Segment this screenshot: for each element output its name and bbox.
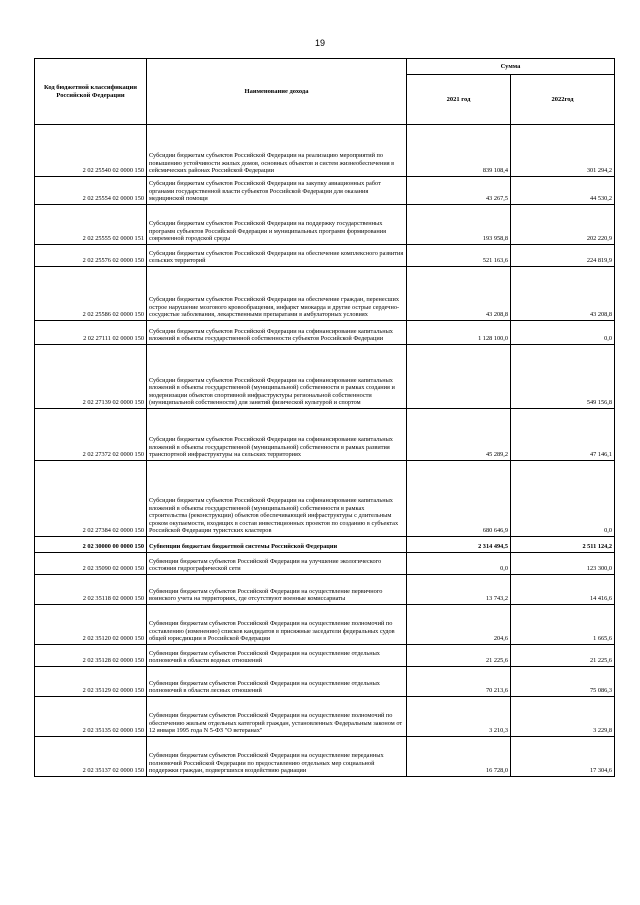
revenue-table [34,58,615,777]
row-name: Субвенции бюджетам субъектов Российской Федерации на осуществление переданных полномочий Российской Федерации по предоставлению отдельных мер социальной поддержки граждан, подвергшихся воздействию радиации [147,737,407,777]
table-row [35,177,615,205]
row-name: Субсидии бюджетам субъектов Российской Федерации на обеспечение граждан, перенесших острое нарушение мозгового кровообращения, инфаркт миокарда и другие острые сердечно-сосудистые заболевания, лекарственными препаратами в амбулаторных условиях [147,267,407,321]
row-value-2021: 43 267,5 [407,177,511,205]
row-code: 2 02 25555 02 0000 151 [35,205,147,245]
row-code: 2 02 27111 02 0000 150 [35,321,147,345]
header-sum: Сумма [407,59,615,75]
row-value-2021: 43 208,8 [407,267,511,321]
row-code: 2 02 35120 02 0000 150 [35,605,147,645]
row-value-2021: 16 728,0 [407,737,511,777]
row-value-2021: 21 225,6 [407,645,511,667]
row-code: 2 02 35118 02 0000 150 [35,575,147,605]
row-value-2022: 549 156,8 [511,345,615,409]
row-name: Субвенции бюджетам субъектов Российской Федерации на осуществление первичного воинского учета на территориях, где отсутствуют военные комиссариаты [147,575,407,605]
row-value-2021: 839 108,4 [407,125,511,177]
header-year-2022: 2022год [511,75,615,125]
row-name: Субвенции бюджетам бюджетной системы Российской Федерации [147,537,407,553]
row-name: Субвенции бюджетам субъектов Российской Федерации на осуществление отдельных полномочий в области водных отношений [147,645,407,667]
row-code: 2 02 30000 00 0000 150 [35,537,147,553]
row-code: 2 02 35090 02 0000 150 [35,553,147,575]
header-code: Код бюджетной классификации Российской Федерации [35,59,147,125]
row-code: 2 02 25586 02 0000 150 [35,267,147,321]
row-value-2022: 75 086,3 [511,667,615,697]
row-value-2022: 21 225,6 [511,645,615,667]
row-value-2022: 301 294,2 [511,125,615,177]
header-name: Наименование дохода [147,59,407,125]
page-number: 19 [314,38,325,48]
row-value-2021: 193 958,8 [407,205,511,245]
row-value-2021 [407,345,511,409]
table-row [35,125,615,177]
row-code: 2 02 35135 02 0000 150 [35,697,147,737]
row-name: Субсидии бюджетам субъектов Российской Федерации на софинансирование капитальных вложений в объекты государственной (муниципальной) собственности в рамках строительства (реконструкции) объектов обеспечивающей инфраструктуры с длительным сроком окупаемости, входящих в состав инвестиционных проектов по созданию в субъектах Российской Федерации туристских кластеров [147,461,407,537]
row-code: 2 02 35128 02 0000 150 [35,645,147,667]
row-value-2022: 0,0 [511,321,615,345]
row-name: Субсидии бюджетам субъектов Российской Федерации на обеспечение комплексного развития сельских территорий [147,245,407,267]
row-value-2021: 3 210,3 [407,697,511,737]
table-row [35,737,615,777]
table-row [35,461,615,537]
row-name: Субсидии бюджетам субъектов Российской Федерации на поддержку государственных программ субъектов Российской Федерации и муниципальных программ формирования современной городской среды [147,205,407,245]
row-code: 2 02 27139 02 0000 150 [35,345,147,409]
table-row [35,245,615,267]
row-value-2021: 2 314 494,5 [407,537,511,553]
row-name: Субсидии бюджетам субъектов Российской Федерации на софинансирование капитальных вложений в объекты государственной (муниципальной) собственности в рамках развития транспортной инфраструктуры на сельских территориях [147,409,407,461]
row-name: Субсидии бюджетам субъектов Российской Федерации на софинансирование капитальных вложений в объекты государственной (муниципальной) собственности в рамках создания и модернизации объектов спортивной инфраструктуры региональной собственности (муниципальной собственности) для занятий физической культурой и спортом [147,345,407,409]
row-code: 2 02 35137 02 0000 150 [35,737,147,777]
row-value-2022: 47 146,1 [511,409,615,461]
table-row [35,667,615,697]
row-code: 2 02 25540 02 0000 150 [35,125,147,177]
row-name: Субвенции бюджетам субъектов Российской Федерации на улучшение экологического состояния гидрографической сети [147,553,407,575]
row-name: Субвенции бюджетам субъектов Российской Федерации на осуществление отдельных полномочий в области лесных отношений [147,667,407,697]
row-value-2022: 3 229,8 [511,697,615,737]
table-row [35,345,615,409]
row-value-2022: 0,0 [511,461,615,537]
table-body [35,125,615,777]
row-value-2022: 43 208,8 [511,267,615,321]
row-code: 2 02 25576 02 0000 150 [35,245,147,267]
row-value-2022: 1 665,6 [511,605,615,645]
row-name: Субвенции бюджетам субъектов Российской Федерации на осуществление полномочий по обеспечению жильем отдельных категорий граждан, установленных Федеральным законом от 12 января 1995 года N 5-ФЗ "О ветеранах" [147,697,407,737]
table-row [35,645,615,667]
table-row [35,267,615,321]
table-row [35,205,615,245]
row-value-2021: 204,6 [407,605,511,645]
row-code: 2 02 25554 02 0000 150 [35,177,147,205]
row-value-2021: 45 289,2 [407,409,511,461]
table-row [35,537,615,553]
row-name: Субсидии бюджетам субъектов Российской Федерации на реализацию мероприятий по повышению устойчивости жилых домов, основных объектов и систем жизнеобеспечения в сейсмических районах Российской Федерации [147,125,407,177]
row-value-2022: 224 819,9 [511,245,615,267]
row-name: Субсидии бюджетам субъектов Российской Федерации на закупку авиационных работ органами государственной власти субъектов Российской Федерации для оказания медицинской помощи [147,177,407,205]
row-value-2021: 521 163,6 [407,245,511,267]
table-row [35,605,615,645]
row-value-2022: 44 530,2 [511,177,615,205]
row-value-2021: 0,0 [407,553,511,575]
header-year-2021: 2021 год [407,75,511,125]
row-value-2021: 1 128 100,0 [407,321,511,345]
row-value-2021: 13 743,2 [407,575,511,605]
table-row [35,553,615,575]
table-row [35,575,615,605]
table-row [35,697,615,737]
table-row [35,409,615,461]
row-value-2022: 17 304,6 [511,737,615,777]
row-name: Субвенции бюджетам субъектов Российской Федерации на осуществление полномочий по составлению (изменению) списков кандидатов в присяжные заседатели федеральных судов общей юрисдикции в Российской Федерации [147,605,407,645]
row-value-2022: 123 300,0 [511,553,615,575]
row-code: 2 02 35129 02 0000 150 [35,667,147,697]
row-value-2022: 14 416,6 [511,575,615,605]
row-name: Субсидии бюджетам субъектов Российской Федерации на софинансирование капитальных вложений в объекты государственной собственности субъектов Российской Федерации [147,321,407,345]
row-value-2022: 202 220,9 [511,205,615,245]
row-value-2021: 70 213,6 [407,667,511,697]
row-value-2021: 680 646,9 [407,461,511,537]
row-code: 2 02 27384 02 0000 150 [35,461,147,537]
table-row [35,321,615,345]
row-value-2022: 2 511 124,2 [511,537,615,553]
row-code: 2 02 27372 02 0000 150 [35,409,147,461]
